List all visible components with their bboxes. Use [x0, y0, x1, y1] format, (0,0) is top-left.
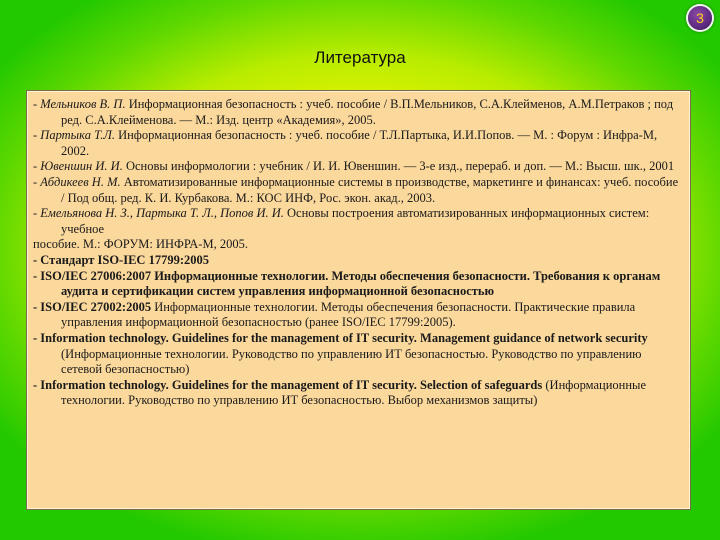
slide-number-badge	[688, 6, 712, 30]
reference-author: Мельников В. П.	[40, 97, 126, 111]
reference-text: -	[33, 128, 41, 143]
reference-text: -	[33, 174, 41, 189]
reference-item	[33, 269, 682, 300]
reference-text: пособие. М.: ФОРУМ: ИНФРА-М, 2005.	[33, 237, 248, 252]
reference-text: Информационная безопасность : учеб. пособие / В.П.Мельников, С.А.Клейменов, А.М.Петраков ; под ред. С.А.Клейменова. — М.: Изд. центр «Академия», 2005.	[61, 97, 674, 127]
reference-author: Емельянова Н. З., Партыка Т. Л., Попов И. И.	[40, 206, 284, 221]
reference-item	[33, 237, 682, 253]
reference-text: -	[33, 159, 41, 174]
reference-bold-text: - ISO/IEC 27002:2005	[33, 299, 152, 314]
reference-item	[33, 128, 682, 159]
reference-item	[33, 378, 682, 409]
reference-bold-text: - Стандарт ISO-IEC 17799:2005	[33, 252, 209, 267]
reference-text: (Информационные технологии. Руководство по управлению ИТ безопасностью. Руководство по управлению сетевой безопасностью)	[61, 346, 642, 377]
slide-number: 3	[696, 10, 704, 26]
page-title: Литература	[314, 48, 406, 67]
reference-author: Абдикеев Н. М.	[40, 174, 121, 189]
reference-bold-text: - Information technology. Guidelines for the management of IT security. Management guidance of network security	[33, 330, 648, 345]
reference-text: (Информационные технологии. Руководство по управлению ИТ безопасностью. Выбор механизмов защиты)	[61, 377, 646, 408]
reference-text: Основы информологии : учебник / И. И. Ювеншин. — 3-е изд., перераб. и доп. — М.: Высш. шк., 2001	[122, 159, 675, 174]
reference-bold-text: - Information technology. Guidelines for the management of IT security. Selection of safeguards	[33, 377, 543, 392]
reference-text: Автоматизированные информационные системы в производстве, маркетинге и финансах: учеб. пособие / Под общ. ред. К. И. Курбакова. М.: КОС ИНФ, Рос. экон. акад., 2003.	[61, 174, 679, 205]
reference-item	[33, 206, 682, 237]
reference-author: Партыка Т.Л.	[40, 128, 115, 143]
reference-item	[33, 175, 682, 206]
reference-item	[33, 253, 682, 269]
reference-item	[33, 331, 682, 378]
reference-bold-text: - ISO/IEC 27006:2007 Информационные технологии. Методы обеспечения безопасности. Требования к органам аудита и сертификации систем управления информационной безопасностью	[33, 268, 661, 299]
references-panel	[26, 90, 691, 510]
reference-text: Основы построения автоматизированных информационных систем: учебное	[61, 206, 650, 236]
reference-text: -	[33, 206, 41, 221]
reference-item	[33, 300, 682, 331]
reference-text: Информационные технологии. Методы обеспечения безопасности. Практические правила управления информационной безопасностью (ранее ISO/IEC 17799:2005).	[61, 299, 636, 330]
reference-author: Ювеншин И. И.	[40, 159, 123, 174]
reference-text: Информационная безопасность : учеб. пособие / Т.Л.Партыка, И.И.Попов. — М. : Форум : Инфра-М, 2002.	[61, 128, 658, 158]
reference-item	[33, 159, 682, 175]
reference-text: -	[33, 97, 41, 111]
reference-item	[33, 97, 682, 128]
